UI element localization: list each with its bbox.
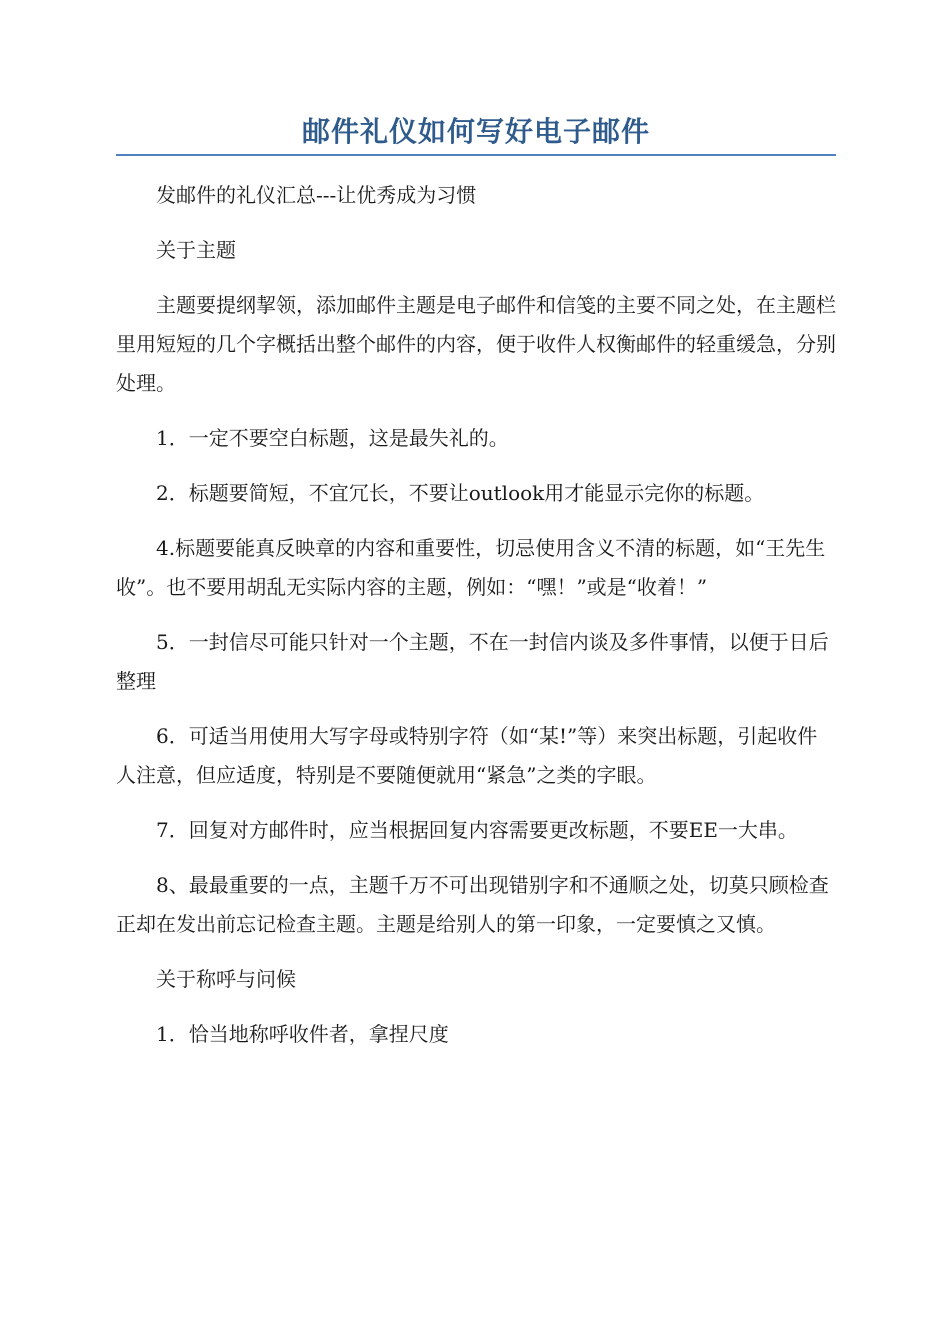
document-page: [116, 112, 836, 1070]
list-item: 8、最最重要的一点，主题千万不可出现错别字和不通顺之处，切莫只顾检查正却在发出前忘记检查主题。主题是给别人的第一印象，一定要慎之又慎。: [116, 873, 829, 936]
paragraph-intro: 主题要提纲挈领，添加邮件主题是电子邮件和信笺的主要不同之处，在主题栏里用短短的几个字概括出整个邮件的内容，便于收件人权衡邮件的轻重缓急，分别处理。: [116, 293, 836, 395]
section-heading-subject: 关于主题: [156, 238, 236, 262]
list-item: 2．标题要简短，不宜冗长，不要让outlook用才能显示完你的标题。: [156, 481, 765, 505]
section-heading-greeting: 关于称呼与问候: [156, 967, 296, 991]
list-item: 6．可适当用使用大写字母或特别字符（如“某!”等）来突出标题，引起收件人注意，但应适度，特别是不要随便就用“紧急”之类的字眼。: [116, 724, 818, 787]
list-item: 1．一定不要空白标题，这是最失礼的。: [156, 426, 509, 450]
list-item: 1．恰当地称呼收件者，拿捏尺度: [156, 1022, 449, 1046]
list-item: 5．一封信尽可能只针对一个主题，不在一封信内谈及多件事情，以便于日后整理: [116, 630, 829, 693]
list-item: 7．回复对方邮件时，应当根据回复内容需要更改标题，不要EE一大串。: [156, 818, 798, 842]
list-item: 4.标题要能真反映章的内容和重要性，切忌使用含义不清的标题，如“王先生收”。也不要用胡乱无实际内容的主题，例如：“嘿！”或是“收着！”: [116, 536, 826, 599]
document-body: [116, 176, 836, 1054]
paragraph-subtitle: 发邮件的礼仪汇总---让优秀成为习惯: [156, 183, 477, 207]
document-title: 邮件礼仪如何写好电子邮件: [116, 112, 836, 156]
